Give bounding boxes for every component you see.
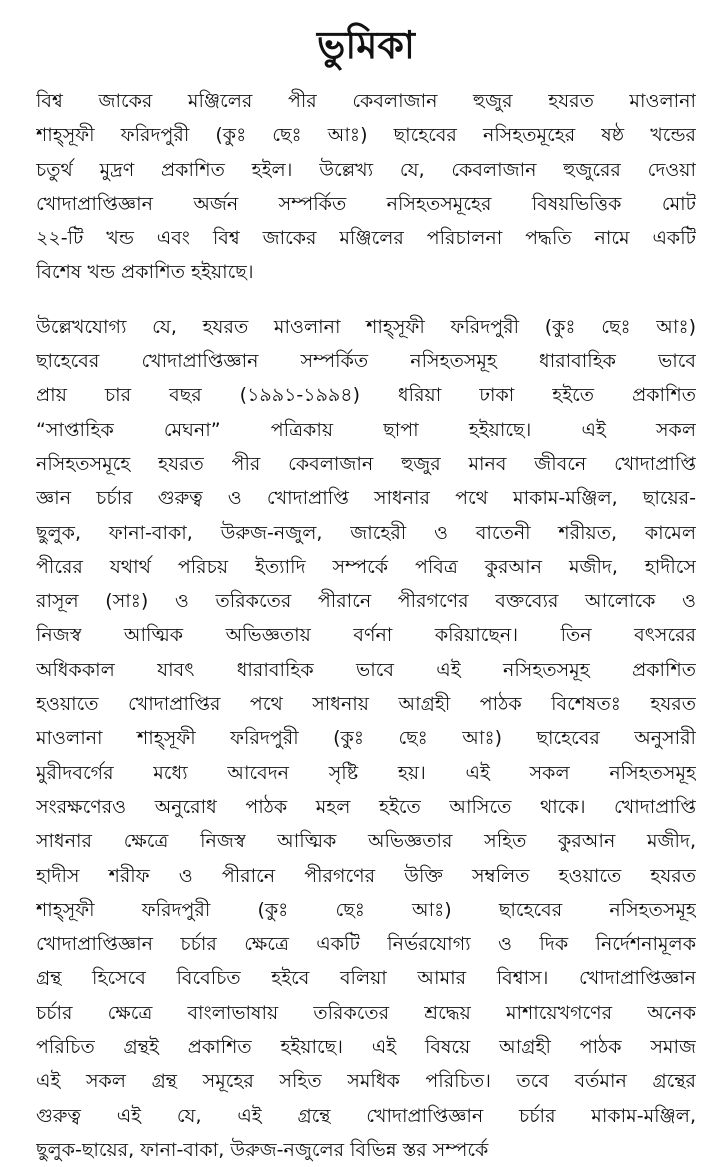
text-line: বিশ্ব জাকের মঞ্জিলের পীর কেবলাজান হুজুর হযরত মাওলানা	[36, 90, 696, 112]
text-line: পীরের যথার্থ পরিচয় ইত্যাদি সম্পর্কে পবিত্র কুরআন মজীদ, হাদীসে	[36, 555, 696, 578]
text-line: খোদাপ্রাপ্তিজ্ঞান অর্জন সম্পর্কিত নসিহতসমূহের বিষয়ভিত্তিক মোট	[36, 192, 696, 215]
text-line: মুরীদবর্গের মধ্যে আবেদন সৃষ্টি হয়। এই সকল নসিহতসমূহ	[36, 761, 696, 784]
text-line: নিজস্ব আত্মিক অভিজ্ঞতায় বর্ণনা করিয়াছেন। তিন বৎসরের	[36, 624, 696, 647]
text-line: শাহ্সূফী ফরিদপুরী (কুঃ ছেঃ আঃ) ছাহেবের নসিহতমূহের ষষ্ঠ খন্ডের	[36, 124, 696, 147]
text-line: এই সকল গ্রন্থ সমূহের সহিত সমধিক পরিচিত। তবে বর্তমান গ্রন্থের	[36, 1070, 696, 1093]
text-line: বিশেষ খন্ড প্রকাশিত হইয়াছে।	[36, 261, 254, 284]
text-line: প্রায় চার বছর (১৯৯১-১৯৯৪) ধরিয়া ঢাকা হইতে প্রকাশিত	[36, 384, 696, 407]
text-line: হাদীস শরীফ ও পীরানে পীরগণের উক্তি সম্বলিত হওয়াতে হযরত	[36, 864, 696, 887]
text-line: গুরুত্ব এই যে, এই গ্রন্থে খোদাপ্রাপ্তিজ্ঞান চর্চার মাকাম-মঞ্জিল,	[36, 1104, 696, 1127]
text-line: পরিচিত গ্রন্থই প্রকাশিত হইয়াছে। এই বিষয়ে আগ্রহী পাঠক সমাজ	[36, 1036, 696, 1059]
paragraph-2	[36, 310, 696, 1167]
text-line: ছুলুক-ছায়ের, ফানা-বাকা, উরুজ-নজুলের বিভিন্ন স্তর সম্পর্কে	[36, 1138, 489, 1161]
text-line: গ্রন্থ হিসেবে বিবেচিত হইবে বলিয়া আমার বিশ্বাস। খোদাপ্রাপ্তিজ্ঞান	[36, 967, 696, 990]
text-line: হওয়াতে খোদাপ্রাপ্তির পথে সাধনায় আগ্রহী পাঠক বিশেষতঃ হযরত	[36, 693, 696, 716]
text-line: চর্চার ক্ষেত্রে বাংলাভাষায় তরিকতের শ্রদ্ধেয় মাশায়েখগণের অনেক	[36, 1001, 696, 1024]
text-line: সাধনার ক্ষেত্রে নিজস্ব আত্মিক অভিজ্ঞতার সহিত কুরআন মজীদ,	[36, 830, 696, 853]
body-text	[36, 84, 696, 1167]
document-page	[36, 6, 696, 1167]
text-line: মাওলানা শাহ্সূফী ফরিদপুরী (কুঃ ছেঃ আঃ) ছাহেবের অনুসারী	[36, 727, 696, 750]
text-line: ছাহেবের খোদাপ্রাপ্তিজ্ঞান সম্পর্কিত নসিহতসমূহ ধারাবাহিক ভাবে	[36, 350, 696, 373]
paragraph-gap	[36, 290, 696, 310]
text-line: অধিককাল যাবৎ ধারাবাহিক ভাবে এই নসিহতসমূহ প্রকাশিত	[36, 658, 696, 681]
text-line: খোদাপ্রাপ্তিজ্ঞান চর্চার ক্ষেত্রে একটি নির্ভরযোগ্য ও দিক নির্দেশনামূলক	[36, 933, 696, 956]
text-line: উল্লেখযোগ্য যে, হযরত মাওলানা শাহ্সূফী ফরিদপুরী (কুঃ ছেঃ আঃ)	[36, 315, 696, 338]
text-line: “সাপ্তাহিক মেঘনা” পত্রিকায় ছাপা হইয়াছে। এই সকল	[36, 418, 696, 441]
text-line: জ্ঞান চর্চার গুরুত্ব ও খোদাপ্রাপ্তি সাধনার পথে মাকাম-মঞ্জিল, ছায়ের-	[36, 487, 696, 510]
paragraph-1	[36, 84, 696, 290]
text-line: চতুর্থ মুদ্রণ প্রকাশিত হইল। উল্লেখ্য যে, কেবলাজান হুজুরের দেওয়া	[36, 158, 696, 181]
text-line: ২২-টি খন্ড এবং বিশ্ব জাকের মঞ্জিলের পরিচালনা পদ্ধতি নামে একটি	[36, 227, 696, 250]
page-title: ভুমিকা	[317, 23, 415, 67]
text-line: রাসূল (সাঃ) ও তরিকতের পীরানে পীরগণের বক্তব্যের আলোকে ও	[36, 590, 696, 613]
text-line: সংরক্ষণেরও অনুরোধ পাঠক মহল হইতে আসিতে থাকে। খোদাপ্রাপ্তি	[36, 795, 696, 818]
text-line: শাহ্সূফী ফরিদপুরী (কুঃ ছেঃ আঃ) ছাহেবের নসিহতসমূহ	[36, 898, 696, 921]
text-line: নসিহতসমূহে হযরত পীর কেবলাজান হুজুর মানব জীবনে খোদাপ্রাপ্তি	[36, 452, 696, 475]
text-line: ছুলুক, ফানা-বাকা, উরুজ-নজুল, জাহেরী ও বাতেনী শরীয়ত, কামেল	[36, 521, 696, 544]
